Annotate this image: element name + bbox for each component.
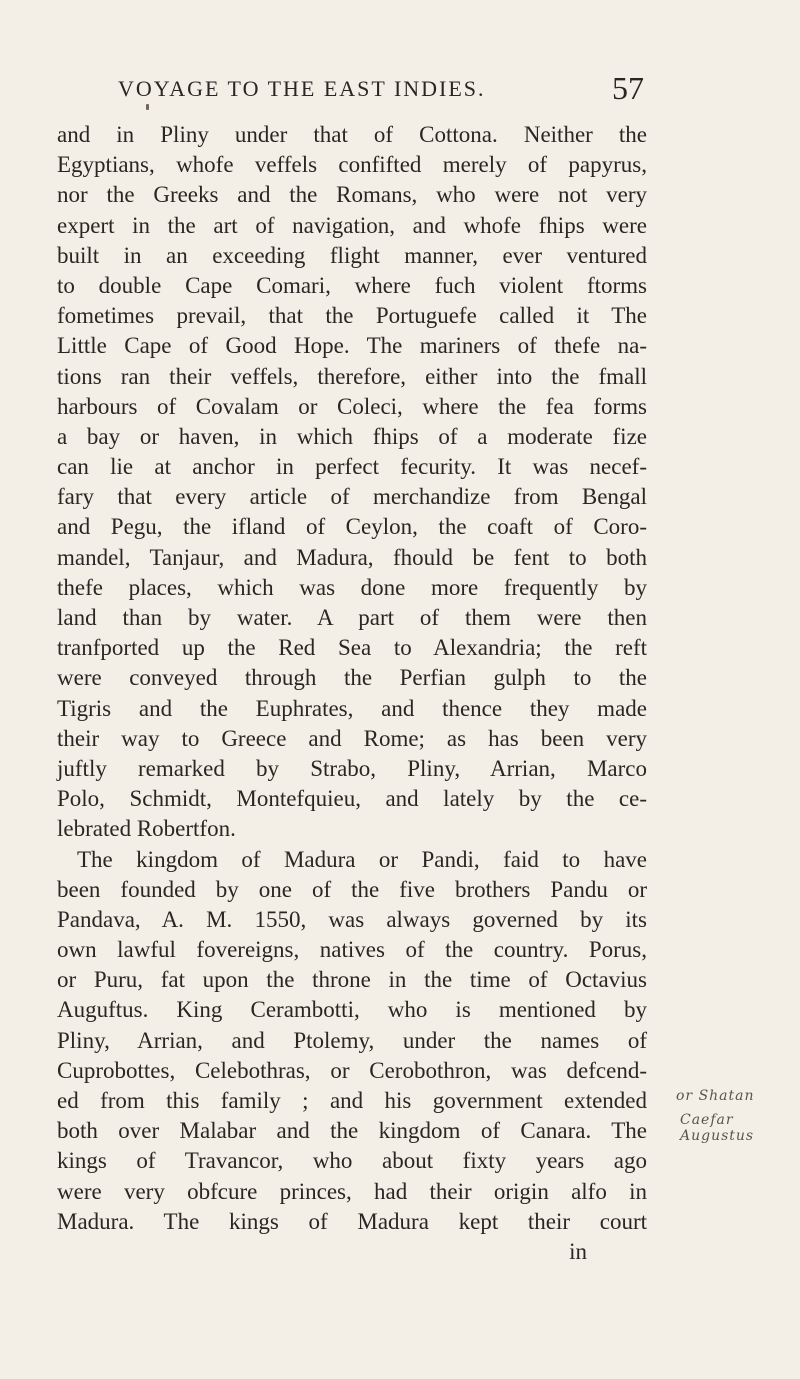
- text-line: fary that every article of merchandize from Bengal: [57, 484, 647, 510]
- text-line: nor the Greeks and the Romans, who were not very: [57, 182, 647, 208]
- text-line: or Puru, fat upon the throne in the time of Octavius: [57, 967, 647, 993]
- body-text: [57, 120, 647, 1267]
- text-line: juftly remarked by Strabo, Pliny, Arrian, Marco: [57, 755, 647, 781]
- page-number: 57: [612, 70, 644, 106]
- text-line: their way to Greece and Rome; as has been very: [57, 725, 647, 751]
- text-line: Polo, Schmidt, Montefquieu, and lately by the ce-: [57, 786, 647, 812]
- text-line: and Pegu, the ifland of Ceylon, the coaft of Coro-: [57, 514, 647, 540]
- text-line: were very obfcure princes, had their origin alfo in: [57, 1178, 647, 1204]
- text-line: Egyptians, whofe veffels confifted merely of papyrus,: [57, 152, 647, 178]
- text-line: Cuprobottes, Celebothras, or Cerobothron, was defcend-: [57, 1057, 647, 1083]
- text-line: both over Malabar and the kingdom of Canara. The: [57, 1118, 647, 1144]
- text-line: lebrated Robertfon.: [57, 816, 236, 842]
- text-line: tions ran their veffels, therefore, either into the fmall: [57, 363, 647, 389]
- text-line: thefe places, which was done more frequently by: [57, 574, 647, 600]
- text-line: to double Cape Comari, where fuch violent ftorms: [57, 272, 647, 298]
- text-line: a bay or haven, in which fhips of a moderate fize: [57, 423, 647, 449]
- text-line: Little Cape of Good Hope. The mariners of thefe na-: [57, 333, 647, 359]
- text-line: harbours of Covalam or Coleci, where the fea forms: [57, 393, 647, 419]
- text-line: and in Pliny under that of Cottona. Neither the: [57, 122, 647, 147]
- text-line: Auguftus. King Cerambotti, who is mentioned by: [57, 997, 647, 1023]
- text-line: ed from this family ; and his government extended: [57, 1088, 647, 1113]
- catchword: in: [569, 1238, 587, 1264]
- text-line: Tigris and the Euphrates, and thence they made: [57, 695, 647, 721]
- ink-speck: [146, 104, 149, 110]
- marginal-note: Caefar Augustus: [680, 1112, 755, 1144]
- text-line: tranfported up the Red Sea to Alexandria; the reft: [57, 635, 647, 661]
- text-line: can lie at anchor in perfect fecurity. It was necef-: [57, 454, 647, 480]
- text-line: kings of Travancor, who about fixty years ago: [57, 1148, 647, 1174]
- text-line: mandel, Tanjaur, and Madura, fhould be fent to both: [57, 544, 647, 570]
- text-line: built in an exceeding flight manner, ever ventured: [57, 242, 647, 268]
- text-line: fometimes prevail, that the Portuguefe called it The: [57, 303, 647, 329]
- text-line: Madura. The kings of Madura kept their court: [57, 1208, 647, 1234]
- text-line: The kingdom of Madura or Pandi, faid to have: [77, 846, 647, 872]
- text-line: own lawful fovereigns, natives of the country. Porus,: [57, 937, 647, 963]
- text-line: land than by water. A part of them were then: [57, 605, 647, 630]
- text-line: were conveyed through the Perfian gulph to the: [57, 665, 647, 691]
- text-line: been founded by one of the five brothers Pandu or: [57, 876, 647, 902]
- text-line: Pliny, Arrian, and Ptolemy, under the names of: [57, 1027, 647, 1053]
- marginal-note: or Shatan: [676, 1088, 755, 1104]
- text-line: Pandava, A. M. 1550, was always governed by its: [57, 906, 647, 932]
- running-header: VOYAGE TO THE EAST INDIES.: [118, 76, 486, 101]
- text-line: expert in the art of navigation, and whofe fhips were: [57, 212, 647, 238]
